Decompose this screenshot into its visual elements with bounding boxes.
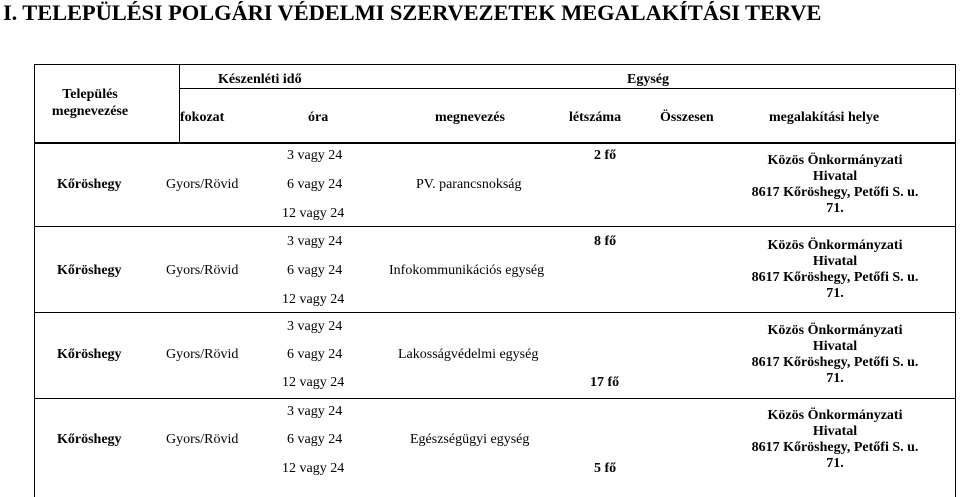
header-letszama: létszáma <box>569 110 622 125</box>
header-divider <box>180 88 955 89</box>
row-4-ora-3: 12 vagy 24 <box>282 461 345 476</box>
row-4-hely-1: Közös Önkormányzati <box>767 408 903 423</box>
header-keszenleti-ido: Készenléti idő <box>218 72 302 87</box>
row-4-ora-2: 6 vagy 24 <box>287 432 343 447</box>
row-1-telepules: Kőröshegy <box>57 177 122 192</box>
row-3-hely-2: Hivatal <box>812 339 858 354</box>
header-megnevezes: megnevezés <box>435 110 505 125</box>
row-1-hely-3: 8617 Kőröshegy, Petőfi S. u. <box>751 185 919 200</box>
row-1-fokozat: Gyors/Rövid <box>166 177 239 192</box>
row-1-hely-4: 71. <box>826 201 844 216</box>
row-2-osszesen: 8 fő <box>594 234 617 249</box>
row-3-osszesen: 17 fő <box>590 375 620 390</box>
page-title: I. TELEPÜLÉSI POLGÁRI VÉDELMI SZERVEZETEK MEGALAKÍTÁSI TERVE <box>3 0 822 25</box>
row-4-hely-3: 8617 Kőröshegy, Petőfi S. u. <box>751 440 919 455</box>
row-1-megnevezes: PV. parancsnokság <box>416 177 522 192</box>
row-1-hely-1: Közös Önkormányzati <box>767 153 903 168</box>
header-ora: óra <box>308 110 329 125</box>
row-3-megnevezes: Lakosságvédelmi egység <box>398 347 539 362</box>
row-2-telepules: Kőröshegy <box>57 263 122 278</box>
header-fokozat: fokozat <box>180 110 225 125</box>
row-3-fokozat: Gyors/Rövid <box>166 347 239 362</box>
row-2-ora-2: 6 vagy 24 <box>287 263 343 278</box>
row-4-osszesen: 5 fő <box>594 461 617 476</box>
row-2-hely-1: Közös Önkormányzati <box>767 238 903 253</box>
row-3-hely-1: Közös Önkormányzati <box>767 323 903 338</box>
row-3-ora-2: 6 vagy 24 <box>287 347 343 362</box>
row-2-hely-4: 71. <box>826 286 844 301</box>
header-bottom-line <box>35 142 955 144</box>
row-1-osszesen: 2 fő <box>594 148 617 163</box>
row-1-ora-2: 6 vagy 24 <box>287 177 343 192</box>
row-divider <box>35 312 955 313</box>
row-3-telepules: Kőröshegy <box>57 347 122 362</box>
row-2-hely-3: 8617 Kőröshegy, Petőfi S. u. <box>751 270 919 285</box>
row-1-ora-1: 3 vagy 24 <box>287 148 343 163</box>
row-4-fokozat: Gyors/Rövid <box>166 432 239 447</box>
header-egyseg: Egység <box>627 72 669 87</box>
row-3-hely-4: 71. <box>826 371 844 386</box>
row-4-ora-1: 3 vagy 24 <box>287 404 343 419</box>
row-3-hely-3: 8617 Kőröshegy, Petőfi S. u. <box>751 355 919 370</box>
row-4-megnevezes: Egészségügyi egység <box>410 432 530 447</box>
row-4-telepules: Kőröshegy <box>57 432 122 447</box>
column-divider <box>179 65 180 143</box>
header-megalakitasi-helye: megalakítási helye <box>769 110 880 125</box>
header-osszesen: Összesen <box>660 110 714 125</box>
row-4-hely-4: 71. <box>826 456 844 471</box>
row-divider <box>35 226 955 227</box>
row-4-hely-2: Hivatal <box>812 424 858 439</box>
row-3-ora-1: 3 vagy 24 <box>287 319 343 334</box>
row-2-fokozat: Gyors/Rövid <box>166 263 239 278</box>
row-1-hely-2: Hivatal <box>812 169 858 184</box>
header-telepules: Település megnevezése <box>51 87 129 119</box>
row-1-ora-3: 12 vagy 24 <box>282 206 345 221</box>
row-2-megnevezes: Infokommunikációs egység <box>389 263 545 278</box>
row-3-ora-3: 12 vagy 24 <box>282 375 345 390</box>
row-2-ora-3: 12 vagy 24 <box>282 292 345 307</box>
row-2-hely-2: Hivatal <box>812 254 858 269</box>
row-2-ora-1: 3 vagy 24 <box>287 234 343 249</box>
row-divider <box>35 398 955 399</box>
